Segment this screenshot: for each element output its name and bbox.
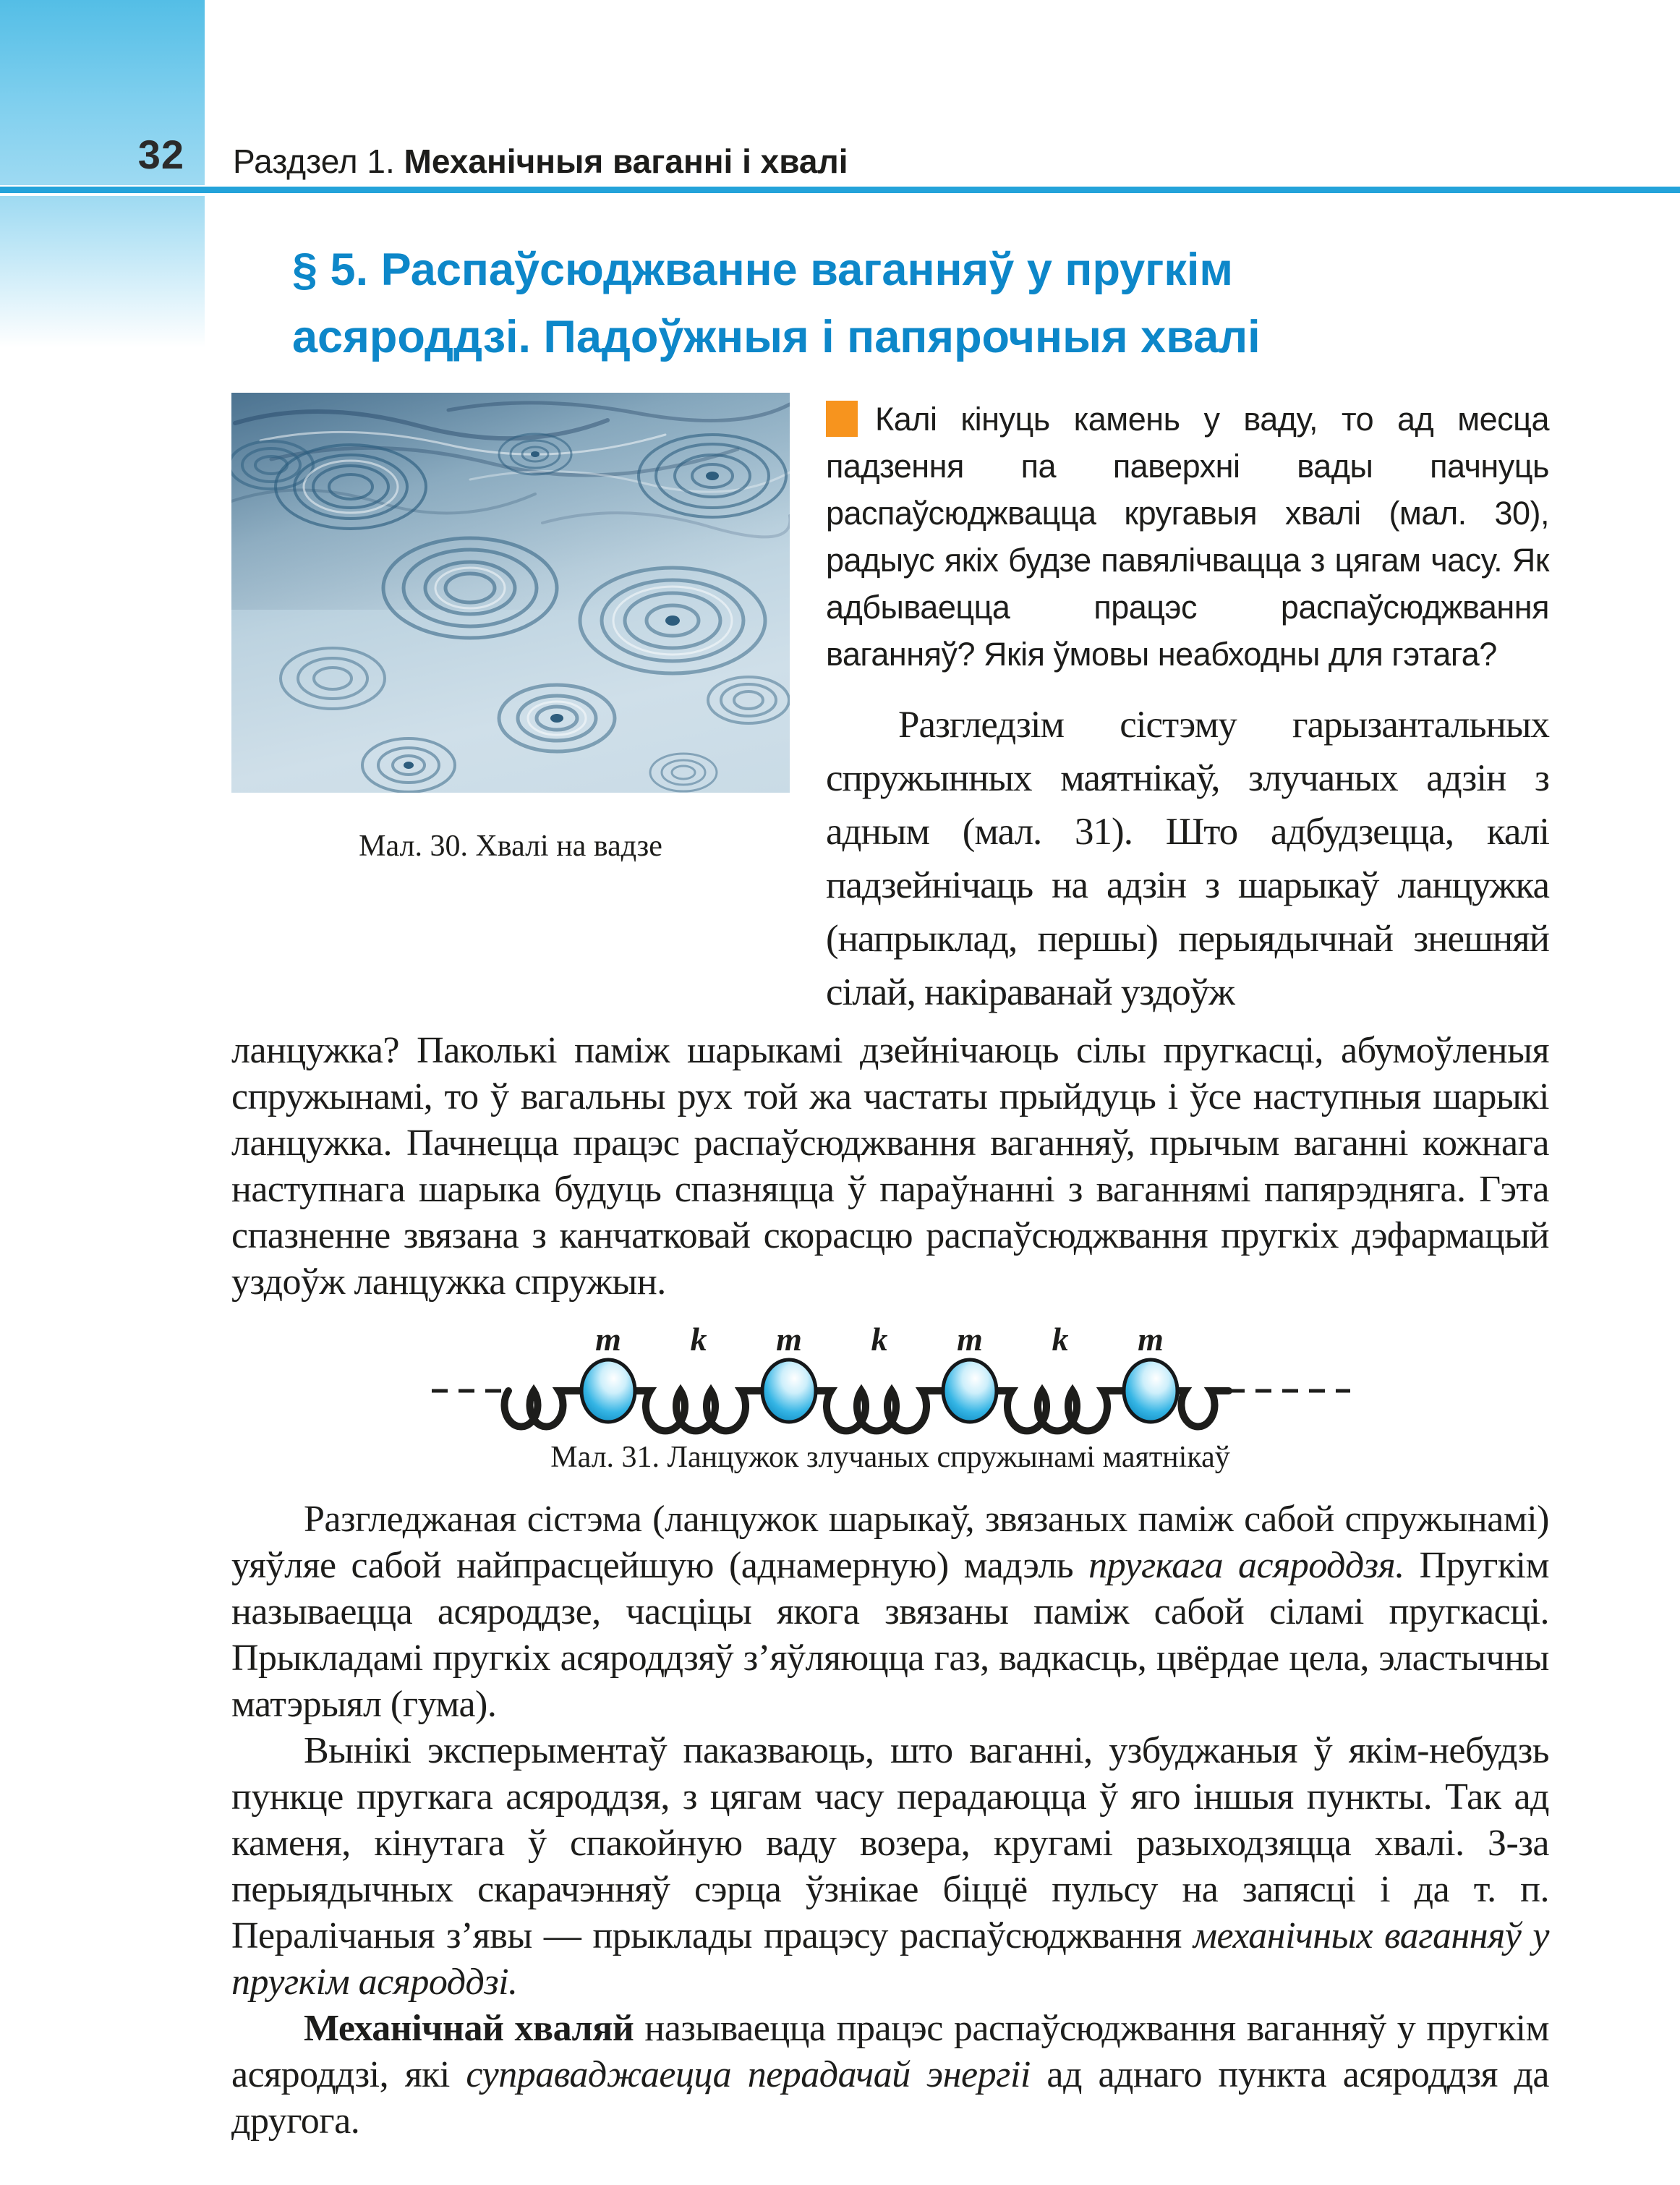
definition-paragraph: [231, 2006, 1549, 2144]
experiments-text: Вынікі эксперыментаў паказваюць, што ваганні, узбуджаныя ў якім-небудзь пункце пругкага асяроддзя, з цягам часу перадаюцца ў яго іншыя пункты. Так ад каменя, кінутага ў спакойную ваду возера, кругамі разыходзяцца хвалі. З-за перыядычных скарачэнняў сэрца ўзнікае біццё пульсу на запясці і да т. п. Пералічаныя з’явы — прыклады працэсу распаўсюджвання: [231, 1730, 1549, 1956]
orange-marker-icon: [826, 401, 858, 437]
label-k2: k: [871, 1321, 888, 1358]
page-number: 32: [137, 132, 184, 177]
pendulum-balls: [581, 1360, 1177, 1422]
elastic-term-italic: пругкага асяроддзя.: [1088, 1545, 1404, 1586]
intro-paragraph: [826, 396, 1549, 678]
definition-term-italic: суправаджаецца перадачай энергіі: [466, 2054, 1031, 2095]
water-ripples-art: [231, 393, 790, 793]
system-paragraph-wide: ланцужка? Паколькі паміж шарыкамі дзейнічаюць сілы пругкасці, абумоўленыя спружынамі, то ў вагальны рух той жа частаты прыйдуць і ўсе наступныя шарыкі ланцужка. Пачнецца працэс распаўсюджвання ваганняў, прычым ваганні кожнага наступнага шарыка будуць спазняцца ў параўнанні з ваганнямі папярэдняга. Гэта спазненне звязана з канчатковай скорасцю распаўсюджвання пругкіх дэфармацый уздоўж ланцужка спружын.: [231, 1030, 1549, 1303]
definition-text-2: ад аднаго пункта асяроддзя да другога.: [231, 2054, 1549, 2142]
chapter-heading: [233, 142, 848, 181]
section-title-line1: § 5. Распаўсюджванне ваганняў у пругкім: [292, 244, 1234, 295]
label-k3: k: [1052, 1321, 1069, 1358]
figure-text-row: [231, 393, 1549, 1019]
water-ripples-photo: [231, 393, 790, 793]
diagram-labels: [595, 1321, 1164, 1358]
experiments-paragraph: [231, 1728, 1549, 2006]
chapter-title: Механічныя ваганні і хвалі: [404, 142, 848, 180]
header-rule: [0, 187, 1680, 193]
experiments-term-italic: механічных ваганняў у пругкім асяроддзі.: [231, 1915, 1549, 2003]
label-k1: k: [690, 1321, 707, 1358]
elastic-text-1: Разгледжаная сістэма (ланцужок шарыкаў, звязаных паміж сабой спружынамі) уяўляе сабой найпрасцейшую (аднамерную) мадэль: [231, 1499, 1549, 1586]
section-title-line2: асяроддзі. Падоўжныя і папярочныя хвалі: [292, 312, 1261, 362]
spring-chain-diagram: [427, 1321, 1353, 1436]
intro-text: Калі кінуць камень у ваду, то ад месца падзення па паверхні вады пачнуць распаўсюджвацца кругавыя хвалі (мал. 30), радыус якіх будзе павялічвацца з цягам часу. Як адбываецца працэс распаўсюджвання ваганняў? Якія ўмовы неабходны для гэтага?: [826, 401, 1549, 673]
sidebar-gradient: [0, 196, 205, 348]
figure-30: [231, 393, 790, 864]
definition-term-bold: Механічнай хваляй: [304, 2008, 634, 2049]
system-paragraph-narrow: Разгледзім сістэму гарызантальных спружынных маятнікаў, злучаных адзін з адным (мал. 31). Што адбудзецца, калі падзейнічаць на адзін з шарыкаў ланцужка (напрыклад, першы) перыядычнай знешняй сілай, накіраванай уздоўж: [826, 704, 1549, 1013]
elastic-text-2: Пругкім называецца асяроддзе, часціцы якога звязаны паміж сабой сіламі пругкасці. Прыкладамі пругкіх асяроддзяў з’яўляюцца газ, вадкасць, цвёрдае цела, эластычны матэрыял (гума).: [231, 1545, 1549, 1725]
label-m2: m: [776, 1321, 802, 1358]
figure-31-caption: Мал. 31. Ланцужок злучаных спружынамі маятнікаў: [550, 1441, 1230, 1474]
definition-text-1: называецца працэс распаўсюджвання ваганняў у пругкім асяроддзі, які: [231, 2008, 1549, 2095]
page-content: [231, 193, 1549, 2144]
section-title: [292, 237, 1549, 371]
figure-31: [231, 1321, 1549, 1475]
label-m3: m: [957, 1321, 983, 1358]
label-m4: m: [1138, 1321, 1164, 1358]
header-band: [0, 0, 205, 185]
chapter-prefix: Раздзел 1.: [233, 142, 404, 180]
right-column: [826, 393, 1549, 1019]
elastic-medium-paragraph: [231, 1496, 1549, 1728]
label-m1: m: [595, 1321, 621, 1358]
figure-30-caption: Мал. 30. Хвалі на вадзе: [359, 830, 662, 863]
